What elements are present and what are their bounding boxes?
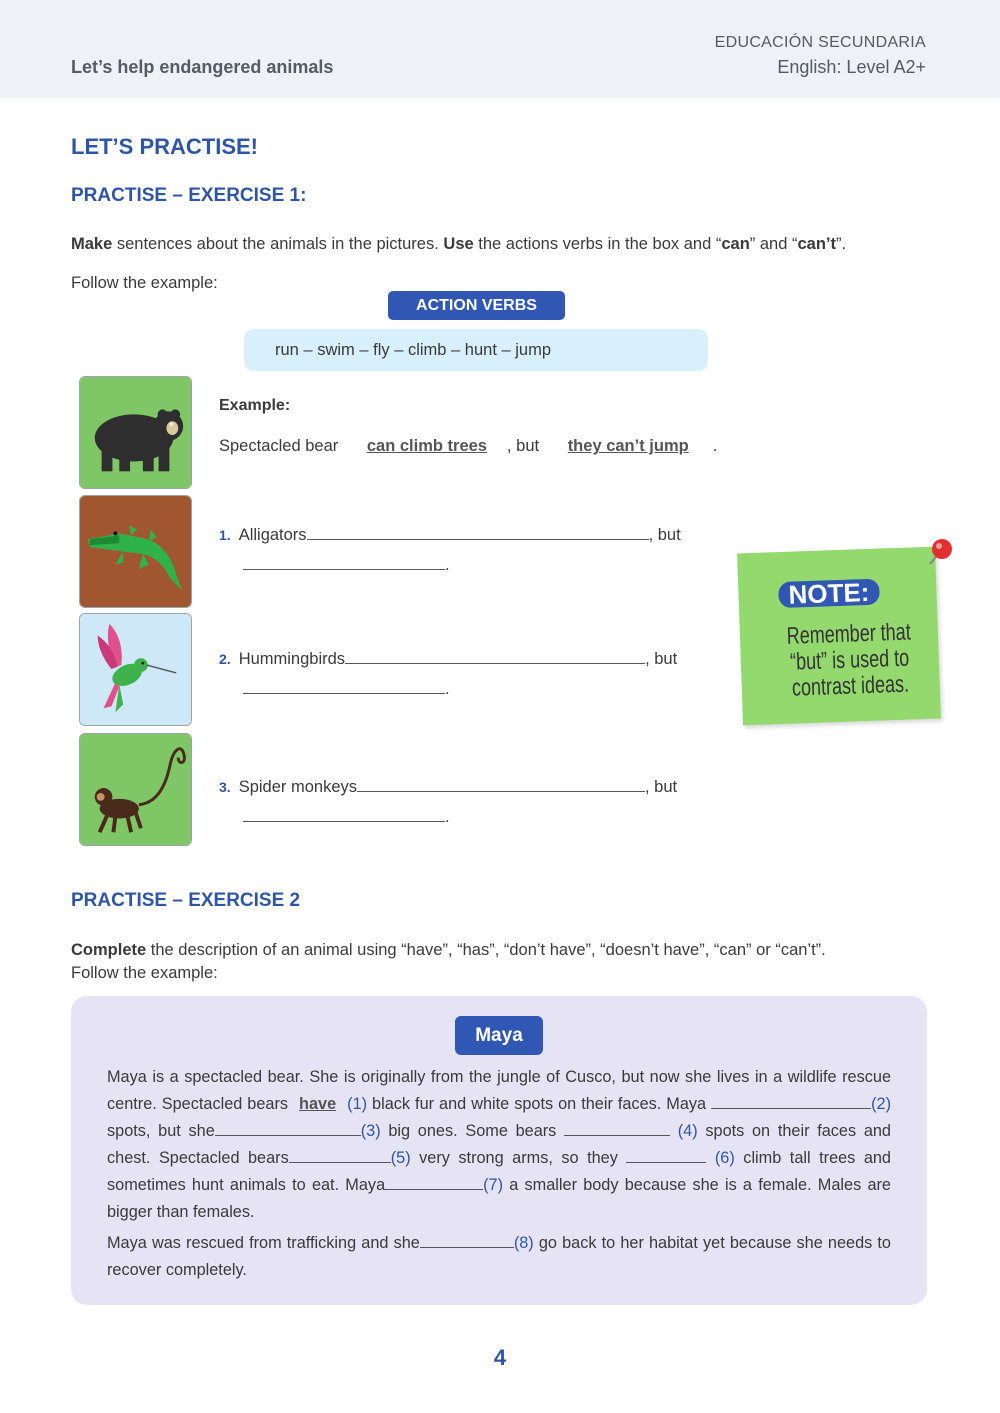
page-header bbox=[0, 0, 1000, 98]
header-education-level: EDUCACIÓN SECUNDARIA bbox=[714, 34, 926, 51]
question-3-blank-b[interactable] bbox=[243, 808, 445, 822]
exercise2-follow: Follow the example: bbox=[71, 964, 218, 982]
example-label: Example: bbox=[219, 397, 291, 414]
spider-monkey-picture bbox=[79, 733, 192, 846]
header-title: Let’s help endangered animals bbox=[71, 57, 334, 77]
note-sticky bbox=[737, 547, 941, 726]
page-number: 4 bbox=[493, 1345, 507, 1370]
example-answer-have: have bbox=[299, 1095, 337, 1113]
example-sentence: Spectacled bear can climb trees , but they can’t jump . bbox=[219, 437, 718, 455]
main-heading: LET’S PRACTISE! bbox=[71, 134, 259, 159]
exercise1-heading: PRACTISE – EXERCISE 1: bbox=[71, 185, 307, 206]
blank-7[interactable] bbox=[385, 1176, 483, 1190]
question-2-line2: . bbox=[243, 680, 450, 699]
alligator-icon bbox=[80, 496, 191, 607]
exercise1-follow: Follow the example: bbox=[71, 274, 218, 292]
exercise2-instructions: Complete the description of an animal using “have”, “has”, “don’t have”, “doesn’t have”, “can” or “can’t”. bbox=[71, 941, 826, 959]
question-1-line2: . bbox=[243, 556, 450, 575]
bear-icon bbox=[80, 377, 191, 488]
example-answer-can: can climb trees bbox=[366, 437, 487, 455]
maya-paragraph-2: Maya was rescued from trafficking and she (8) go back to her habitat yet because she needs to recover completely. bbox=[107, 1234, 891, 1279]
question-3-blank-a[interactable] bbox=[357, 778, 645, 792]
pin-icon bbox=[924, 536, 956, 568]
spider-monkey-icon bbox=[80, 734, 191, 845]
note-title: NOTE: bbox=[778, 579, 880, 609]
hummingbird-picture bbox=[79, 613, 192, 726]
blank-4[interactable] bbox=[564, 1122, 670, 1136]
question-1-blank-b[interactable] bbox=[243, 556, 445, 570]
alligator-picture bbox=[79, 495, 192, 608]
blank-5[interactable] bbox=[289, 1149, 391, 1163]
question-3: 3. Spider monkeys , but bbox=[219, 778, 678, 796]
bear-picture bbox=[79, 376, 192, 489]
action-verbs-box: run – swim – fly – climb – hunt – jump bbox=[244, 329, 708, 371]
question-1: 1. Alligators , but bbox=[219, 526, 681, 544]
exercise2-heading: PRACTISE – EXERCISE 2 bbox=[71, 890, 301, 911]
note-text: Remember that “but” is used to contrast ideas. bbox=[786, 618, 912, 702]
question-2: 2. Hummingbirds , but bbox=[219, 650, 678, 668]
hummingbird-icon bbox=[80, 614, 191, 725]
action-verbs-title: ACTION VERBS bbox=[388, 291, 565, 320]
question-2-blank-a[interactable] bbox=[345, 650, 645, 664]
blank-3[interactable] bbox=[215, 1122, 361, 1136]
blank-8[interactable] bbox=[420, 1234, 514, 1248]
maya-paragraph-1: Maya is a spectacled bear. She is originally from the jungle of Cusco, but now she lives in a wildlife rescue centre. Spectacled bears have (1) black fur and white spots on their faces. Maya (2) spots, but she (3) big ones. Some bears (4) spots on their faces and chest. Spectacled bears (5) very strong arms, so they (6) climb tall trees and sometimes hunt animals to eat. Maya (7) a smaller body because she is a female. Males are bigger than females. bbox=[107, 1068, 891, 1221]
blank-6[interactable] bbox=[626, 1149, 706, 1163]
maya-tag: Maya bbox=[455, 1016, 543, 1055]
example-answer-cant: they can’t jump bbox=[567, 437, 689, 455]
question-3-line2: . bbox=[243, 808, 450, 827]
exercise1-instructions: Make sentences about the animals in the pictures. Use the actions verbs in the box and “can” and “can’t”. bbox=[71, 235, 847, 253]
blank-2[interactable] bbox=[711, 1095, 871, 1109]
header-english-level: English: Level A2+ bbox=[777, 57, 926, 77]
question-1-blank-a[interactable] bbox=[307, 526, 649, 540]
question-2-blank-b[interactable] bbox=[243, 680, 445, 694]
